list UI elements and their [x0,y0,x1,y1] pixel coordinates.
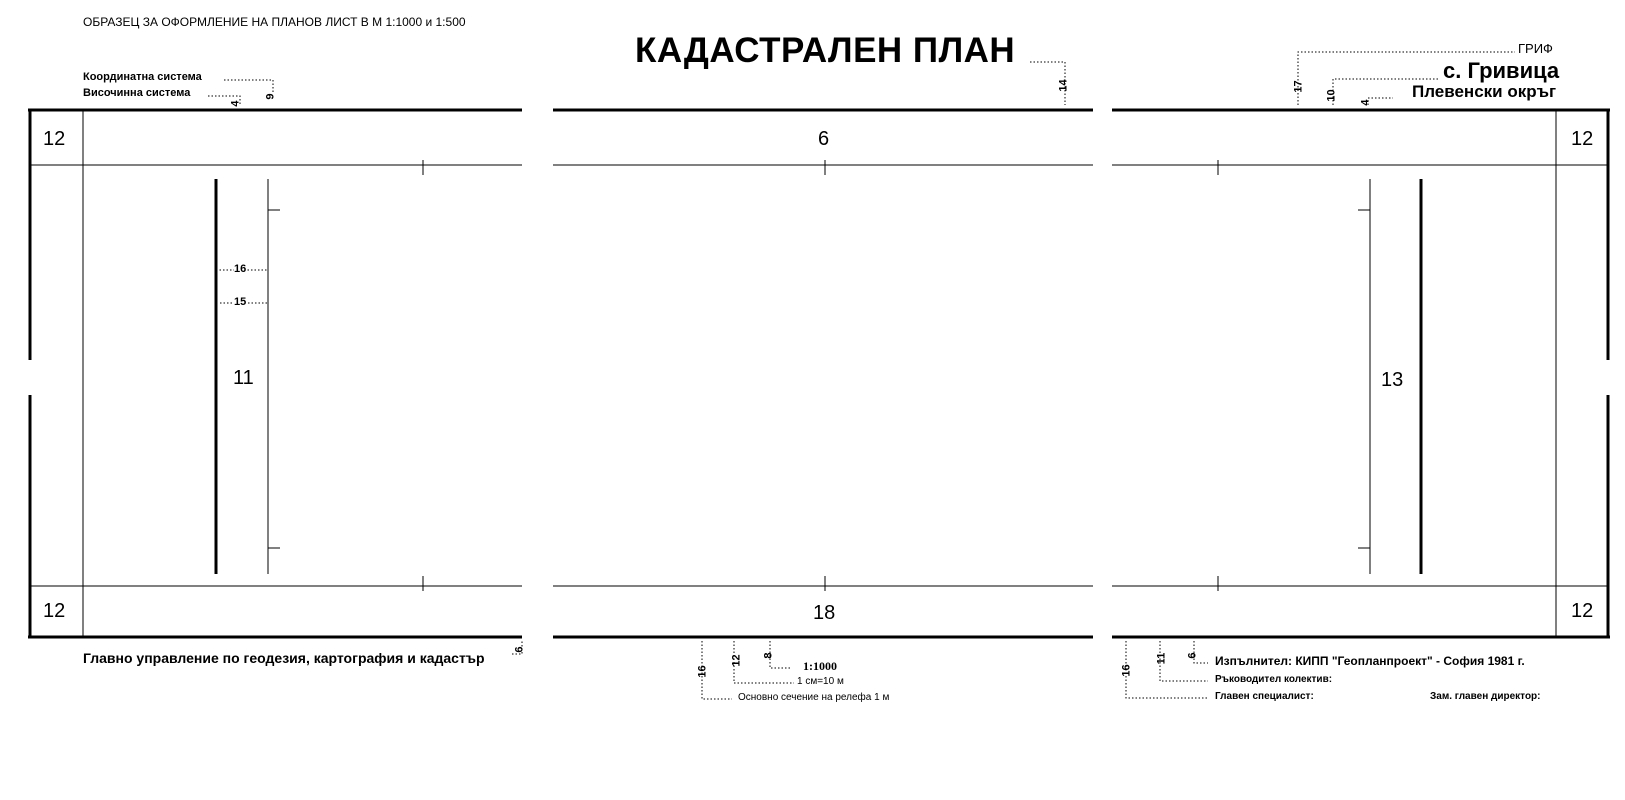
dim-11-right: 11 [1155,652,1168,665]
scale-note: 1 см=10 м [797,676,844,687]
agency-name: Главно управление по геодезия, картография и кадастър [83,650,485,666]
relief-section: Основно сечение на релефа 1 м [738,692,890,703]
dim-6-left: 6 [513,646,526,653]
left-legend-number: 11 [233,367,254,389]
district-name: Плевенски окръг [1412,82,1557,101]
height-system-label: Височинна система [83,87,191,99]
corner-bottom-left: 12 [43,600,66,622]
dim-16-legend: 16 [234,263,247,275]
dim-16-right: 16 [1120,664,1133,677]
dim-15-legend: 15 [234,296,247,308]
dim-12-bottom: 12 [730,654,743,667]
team-leader-label: Ръководител колектив: [1215,674,1333,685]
bottom-strip-number: 18 [813,602,836,624]
dim-4-left: 4 [229,100,242,107]
executor-line: Изпълнител: КИПП "Геопланпроект" - София 1981 г. [1215,654,1525,668]
sample-title: ОБРАЗЕЦ ЗА ОФОРМЛЕНИЕ НА ПЛАНОВ ЛИСТ В М 1:1000 и 1:500 [83,15,466,29]
coordinate-system-label: Координатна система [83,71,202,83]
dim-14: 14 [1057,79,1070,92]
right-legend-number: 13 [1381,369,1404,391]
dim-4-right: 4 [1359,99,1372,106]
corner-top-right: 12 [1571,128,1594,150]
dim-16-bottom: 16 [696,665,709,678]
top-strip-number: 6 [818,128,830,150]
dim-8-bottom: 8 [762,652,775,659]
corner-bottom-right: 12 [1571,600,1594,622]
dim-9: 9 [264,93,277,100]
dim-6-right: 6 [1186,652,1199,659]
grif-label: ГРИФ [1518,41,1553,56]
plan-title: КАДАСТРАЛЕН ПЛАН [635,31,1016,70]
dim-10: 10 [1325,89,1338,102]
village-name: с. Гривица [1443,58,1560,83]
deputy-director-label: Зам. главен директор: [1430,691,1541,702]
chief-specialist-label: Главен специалист: [1215,691,1314,702]
scale-label: 1:1000 [803,659,837,673]
dim-17: 17 [1292,80,1305,93]
corner-top-left: 12 [43,128,66,150]
